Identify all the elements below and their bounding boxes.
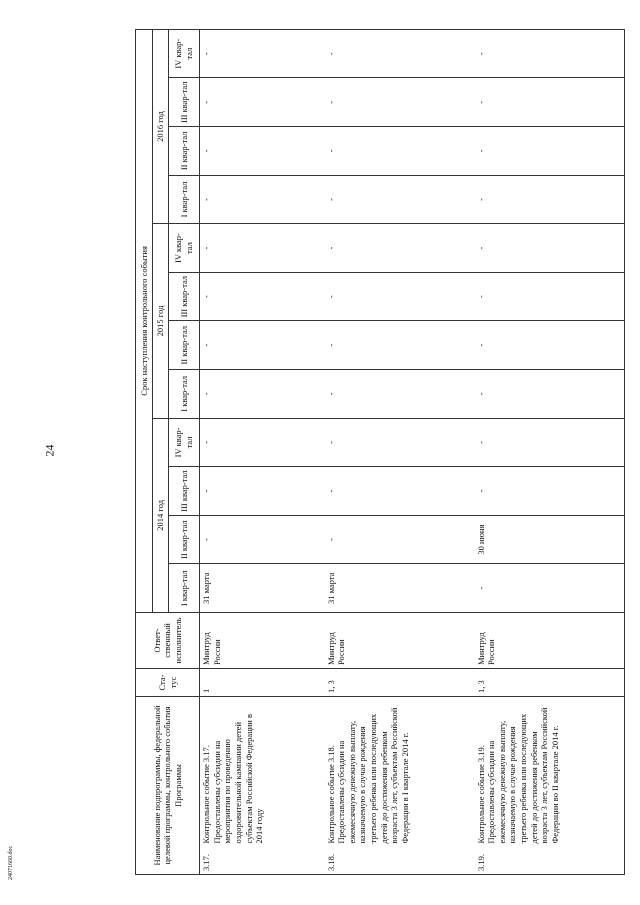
quarter-cell: - xyxy=(475,224,625,273)
header-quarter: IV квар-тал xyxy=(169,29,200,78)
quarter-cell: - xyxy=(200,467,325,516)
header-quarter: III квар-тал xyxy=(169,272,200,321)
header-quarter: II квар-тал xyxy=(169,127,200,176)
quarter-cell: - xyxy=(200,29,325,78)
header-year-2016: 2016 год xyxy=(153,29,169,223)
row-name: Контрольное событие 3.18. Предоставлены субсидии на ежемесячную денежную выплату, назначаемую в случае рождения третьего ребенка или последующих детей до достижения ребенком возраста 3 лет, субъектам Российской Федерации в I квартале 2014 г. xyxy=(325,697,475,847)
quarter-cell: - xyxy=(200,515,325,564)
quarter-cell: - xyxy=(325,29,475,78)
table-row xyxy=(200,29,325,874)
quarter-cell: - xyxy=(200,224,325,273)
quarter-cell: - xyxy=(325,127,475,176)
quarter-cell: - xyxy=(475,370,625,419)
row-executor: Минтруд России xyxy=(325,613,475,669)
quarter-cell: - xyxy=(475,321,625,370)
quarter-cell: - xyxy=(200,127,325,176)
header-quarter: III квар-тал xyxy=(169,467,200,516)
table-row xyxy=(475,29,625,874)
quarter-cell: - xyxy=(475,418,625,467)
header-status: Ста-тус xyxy=(136,669,200,697)
quarter-cell: - xyxy=(200,272,325,321)
quarter-cell: - xyxy=(325,370,475,419)
header-deadline: Срок наступления контрольного события xyxy=(136,29,153,612)
quarter-cell: 31 марта xyxy=(200,564,325,613)
row-status: 1 xyxy=(200,669,325,697)
page-number: 24 xyxy=(42,444,57,457)
header-quarter: I квар-тал xyxy=(169,564,200,613)
quarter-cell: - xyxy=(475,78,625,127)
row-executor: Минтруд России xyxy=(200,613,325,669)
row-name: Контрольное событие 3.17. Предоставлены субсидии на мероприятия по проведению оздоровительной кампании детей субъектам Российской Федерации в 2014 году xyxy=(200,697,325,847)
quarter-cell: - xyxy=(200,370,325,419)
quarter-cell: - xyxy=(475,29,625,78)
header-quarter: I квар-тал xyxy=(169,370,200,419)
row-status: 1, 3 xyxy=(325,669,475,697)
header-quarter: II квар-тал xyxy=(169,515,200,564)
quarter-cell: - xyxy=(200,321,325,370)
header-quarter: IV квар-тал xyxy=(169,418,200,467)
row-number: 3.19. xyxy=(475,847,625,875)
header-quarter: I квар-тал xyxy=(169,175,200,224)
quarter-cell: 30 июня xyxy=(475,515,625,564)
table-row xyxy=(325,29,475,874)
quarter-cell: - xyxy=(475,564,625,613)
row-executor: Минтруд России xyxy=(475,613,625,669)
quarter-cell: - xyxy=(475,175,625,224)
quarter-cell: - xyxy=(325,515,475,564)
quarter-cell: - xyxy=(325,175,475,224)
quarter-cell: - xyxy=(325,467,475,516)
header-executor: Ответ-ственный исполнитель xyxy=(136,613,200,669)
quarter-cell: 31 марта xyxy=(325,564,475,613)
quarter-cell: - xyxy=(475,467,625,516)
row-number: 3.17. xyxy=(200,847,325,875)
quarter-cell: - xyxy=(325,224,475,273)
quarter-cell: - xyxy=(325,418,475,467)
quarter-cell: - xyxy=(200,78,325,127)
header-year-2015: 2015 год xyxy=(153,224,169,418)
header-quarter: IV квар-тал xyxy=(169,224,200,273)
quarter-cell: - xyxy=(475,272,625,321)
header-quarter: II квар-тал xyxy=(169,321,200,370)
quarter-cell: - xyxy=(200,175,325,224)
row-status: 1, 3 xyxy=(475,669,625,697)
quarter-cell: - xyxy=(325,78,475,127)
row-number: 3.18. xyxy=(325,847,475,875)
header-quarter: III квар-тал xyxy=(169,78,200,127)
rotated-page xyxy=(135,30,630,875)
control-events-table xyxy=(135,29,625,875)
header-name: Наименование подпрограммы, федеральной целевой программы, контрольного события Программы xyxy=(136,697,200,875)
row-name: Контрольное событие 3.19. Предоставлены субсидии на ежемесячную денежную выплату, назначаемую в случае рождения третьего ребенка или последующих детей до достижения ребенком возраста 3 лет, субъектам Российской Федерации во II квартале 2014 г. xyxy=(475,697,625,847)
quarter-cell: - xyxy=(325,321,475,370)
quarter-cell: - xyxy=(475,127,625,176)
header-year-2014: 2014 год xyxy=(153,418,169,612)
quarter-cell: - xyxy=(200,418,325,467)
quarter-cell: - xyxy=(325,272,475,321)
document-filename: 24071660.doc xyxy=(8,845,14,880)
